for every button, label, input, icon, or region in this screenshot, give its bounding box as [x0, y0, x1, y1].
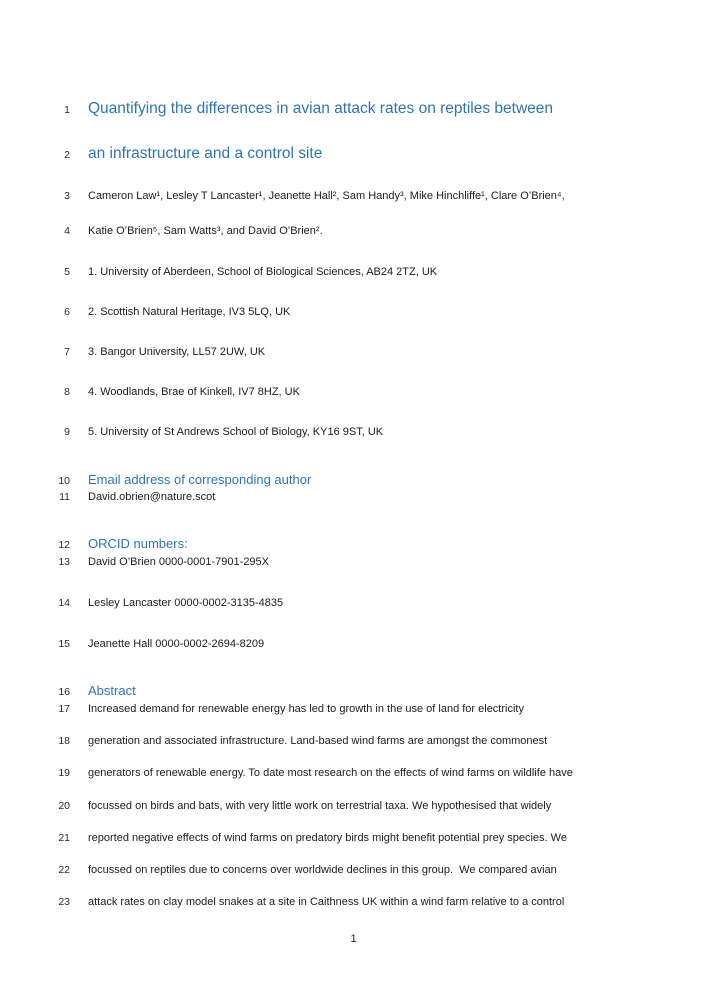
document-line	[0, 266, 707, 279]
line-text: reported negative effects of wind farms on predatory birds might benefit potential prey species. We	[88, 831, 567, 844]
document-line	[0, 491, 707, 504]
line-number: 9	[64, 426, 70, 439]
line-text: 4. Woodlands, Brae of Kinkell, IV7 8HZ, UK	[88, 386, 300, 399]
line-number: 11	[59, 491, 70, 504]
line-text: Cameron Law¹, Lesley T Lancaster¹, Jeanette Hall², Sam Handy³, Mike Hinchliffe¹, Clare O’Brien⁴,	[88, 190, 565, 203]
line-text: Katie O’Brien⁵, Sam Watts³, and David O’Brien².	[88, 225, 323, 238]
document-line	[0, 100, 707, 119]
line-number: 6	[64, 305, 70, 318]
line-text: an infrastructure and a control site	[88, 144, 323, 162]
line-number: 16	[58, 686, 70, 699]
document-line	[0, 703, 707, 716]
line-number: 13	[58, 555, 70, 568]
document-line	[0, 767, 707, 780]
page-footer	[0, 929, 707, 947]
document-line	[0, 638, 707, 651]
line-text: David O’Brien 0000-0001-7901-295X	[88, 555, 270, 568]
document-line	[0, 896, 707, 909]
document-line	[0, 556, 707, 569]
line-number: 18	[58, 735, 70, 748]
document-line	[0, 145, 707, 164]
line-text: Quantifying the differences in avian attack rates on reptiles between	[88, 100, 553, 117]
line-text: 1. University of Aberdeen, School of Biological Sciences, AB24 2TZ, UK	[88, 265, 438, 278]
line-text: Increased demand for renewable energy has led to growth in the use of land for electricity	[88, 703, 524, 716]
line-text: 5. University of St Andrews School of Biology, KY16 9ST, UK	[88, 426, 384, 439]
line-text: 2. Scottish Natural Heritage, IV3 5LQ, UK	[88, 305, 291, 318]
line-text: generators of renewable energy. To date most research on the effects of wind farms on wildlife have	[88, 767, 573, 780]
document-line	[0, 386, 707, 399]
line-text: 3. Bangor University, LL57 2UW, UK	[88, 345, 266, 358]
document-line	[0, 426, 707, 439]
line-text: focussed on reptiles due to concerns over worldwide declines in this group. We compared avian	[88, 863, 557, 876]
line-text: Lesley Lancaster 0000-0002-3135-4835	[88, 597, 284, 610]
line-number: 20	[58, 799, 70, 812]
line-text: Email address of corresponding author	[88, 471, 312, 487]
document-line	[0, 735, 707, 748]
line-number: 15	[58, 638, 70, 651]
line-text: focussed on birds and bats, with very little work on terrestrial taxa. We hypothesised that widely	[88, 799, 552, 812]
line-number: 19	[58, 767, 70, 780]
line-number: 10	[58, 474, 70, 487]
line-number: 8	[64, 386, 70, 399]
line-number: 22	[58, 863, 70, 876]
line-number: 14	[58, 597, 70, 610]
line-text: attack rates on clay model snakes at a site in Caithness UK within a wind farm relative to a control	[88, 896, 565, 909]
line-text: Abstract	[88, 683, 136, 699]
document-line	[0, 683, 707, 699]
line-number: 7	[64, 345, 70, 358]
line-number: 17	[58, 703, 70, 716]
document-line	[0, 832, 707, 845]
line-number: 2	[64, 148, 70, 161]
document-line	[0, 536, 707, 552]
document-line	[0, 225, 707, 238]
line-number: 23	[58, 896, 70, 909]
document-line	[0, 800, 707, 813]
page-number: 1	[350, 933, 357, 946]
document-line	[0, 346, 707, 359]
line-text: generation and associated infrastructure. Land-based wind farms are amongst the commonest	[88, 735, 548, 748]
document-line	[0, 190, 707, 203]
line-number: 1	[64, 104, 70, 116]
line-number: 4	[64, 225, 70, 238]
document-line	[0, 864, 707, 877]
line-number: 21	[58, 831, 70, 844]
line-text: David.obrien@nature.scot	[88, 491, 216, 504]
line-text: ORCID numbers:	[88, 536, 188, 552]
line-number: 3	[64, 190, 70, 203]
line-number: 12	[58, 539, 70, 552]
document-line	[0, 597, 707, 610]
document-line	[0, 306, 707, 319]
document-line	[0, 472, 707, 488]
line-text: Jeanette Hall 0000-0002-2694-8209	[88, 638, 265, 651]
line-number: 5	[64, 265, 70, 278]
